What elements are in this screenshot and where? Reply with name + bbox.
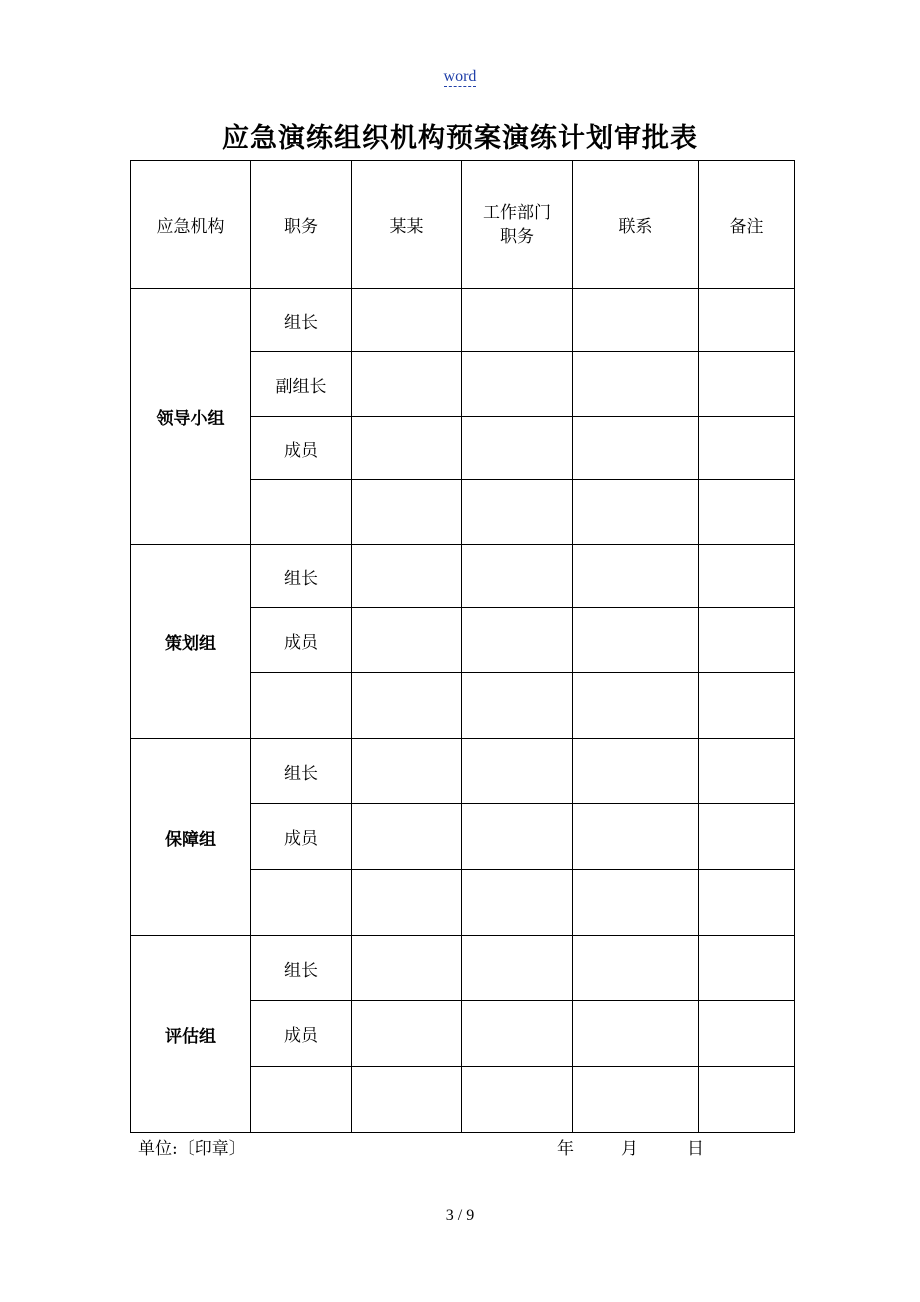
contact-cell[interactable] (573, 936, 699, 1001)
header-dept-line1: 工作部门 (483, 202, 551, 223)
dept-cell[interactable] (462, 673, 573, 739)
name-cell[interactable] (352, 870, 462, 936)
footer-unit-stamp: 单位:〔印章〕 (138, 1139, 246, 1159)
group-name-cell: 保障组 (131, 739, 251, 936)
contact-cell[interactable] (573, 352, 699, 417)
table-body (131, 161, 795, 1133)
name-cell[interactable] (352, 936, 462, 1001)
name-cell[interactable] (352, 417, 462, 480)
role-cell: 副组长 (251, 352, 352, 417)
header-dept-line2: 职务 (500, 226, 534, 247)
remark-cell[interactable] (699, 673, 795, 739)
remark-cell[interactable] (699, 1067, 795, 1133)
header-duty: 职务 (251, 161, 352, 289)
contact-cell[interactable] (573, 739, 699, 804)
role-cell: 成员 (251, 608, 352, 673)
name-cell[interactable] (352, 480, 462, 545)
dept-cell[interactable] (462, 417, 573, 480)
dept-cell[interactable] (462, 870, 573, 936)
table-row (131, 936, 795, 1001)
contact-cell[interactable] (573, 804, 699, 870)
remark-cell[interactable] (699, 545, 795, 608)
table-header-row (131, 161, 795, 289)
name-cell[interactable] (352, 545, 462, 608)
role-cell: 组长 (251, 739, 352, 804)
role-cell (251, 673, 352, 739)
header-word-link[interactable] (0, 68, 920, 86)
footer-day: 日 (687, 1139, 704, 1159)
header-dept (462, 161, 573, 289)
header-org: 应急机构 (131, 161, 251, 289)
remark-cell[interactable] (699, 870, 795, 936)
document-title: 应急演练组织机构预案演练计划审批表 (222, 123, 698, 154)
name-cell[interactable] (352, 289, 462, 352)
role-cell: 组长 (251, 545, 352, 608)
role-cell: 成员 (251, 804, 352, 870)
contact-cell[interactable] (573, 1001, 699, 1067)
remark-cell[interactable] (699, 936, 795, 1001)
role-cell: 组长 (251, 289, 352, 352)
contact-cell[interactable] (573, 673, 699, 739)
group-name-cell: 评估组 (131, 936, 251, 1133)
table-row (131, 739, 795, 804)
role-cell (251, 1067, 352, 1133)
dept-cell[interactable] (462, 1067, 573, 1133)
remark-cell[interactable] (699, 1001, 795, 1067)
name-cell[interactable] (352, 352, 462, 417)
page-number: 3 / 9 (445, 1207, 475, 1224)
name-cell[interactable] (352, 739, 462, 804)
dept-cell[interactable] (462, 608, 573, 673)
role-cell: 成员 (251, 1001, 352, 1067)
footer-date (557, 1134, 704, 1159)
dept-cell[interactable] (462, 804, 573, 870)
dept-cell[interactable] (462, 545, 573, 608)
header-name: 某某 (352, 161, 462, 289)
header-word-text[interactable]: word (443, 68, 477, 85)
name-cell[interactable] (352, 1001, 462, 1067)
name-cell[interactable] (352, 608, 462, 673)
group-name-cell: 领导小组 (131, 289, 251, 545)
name-cell[interactable] (352, 1067, 462, 1133)
footer-year: 年 (557, 1139, 574, 1159)
role-cell: 成员 (251, 417, 352, 480)
remark-cell[interactable] (699, 804, 795, 870)
dept-cell[interactable] (462, 936, 573, 1001)
group-name-cell: 策划组 (131, 545, 251, 739)
table-row (131, 289, 795, 352)
role-cell (251, 870, 352, 936)
remark-cell[interactable] (699, 608, 795, 673)
dept-cell[interactable] (462, 1001, 573, 1067)
contact-cell[interactable] (573, 1067, 699, 1133)
remark-cell[interactable] (699, 739, 795, 804)
drill-plan-table (130, 160, 795, 1133)
remark-cell[interactable] (699, 480, 795, 545)
table-row (131, 545, 795, 608)
remark-cell[interactable] (699, 417, 795, 480)
role-cell (251, 480, 352, 545)
contact-cell[interactable] (573, 545, 699, 608)
remark-cell[interactable] (699, 289, 795, 352)
contact-cell[interactable] (573, 289, 699, 352)
contact-cell[interactable] (573, 608, 699, 673)
role-cell: 组长 (251, 936, 352, 1001)
contact-cell[interactable] (573, 870, 699, 936)
footer-month: 月 (621, 1139, 638, 1159)
dept-cell[interactable] (462, 739, 573, 804)
dept-cell[interactable] (462, 289, 573, 352)
header-contact: 联系 (573, 161, 699, 289)
header-remark: 备注 (699, 161, 795, 289)
dept-cell[interactable] (462, 480, 573, 545)
remark-cell[interactable] (699, 352, 795, 417)
name-cell[interactable] (352, 804, 462, 870)
name-cell[interactable] (352, 673, 462, 739)
contact-cell[interactable] (573, 480, 699, 545)
contact-cell[interactable] (573, 417, 699, 480)
dept-cell[interactable] (462, 352, 573, 417)
